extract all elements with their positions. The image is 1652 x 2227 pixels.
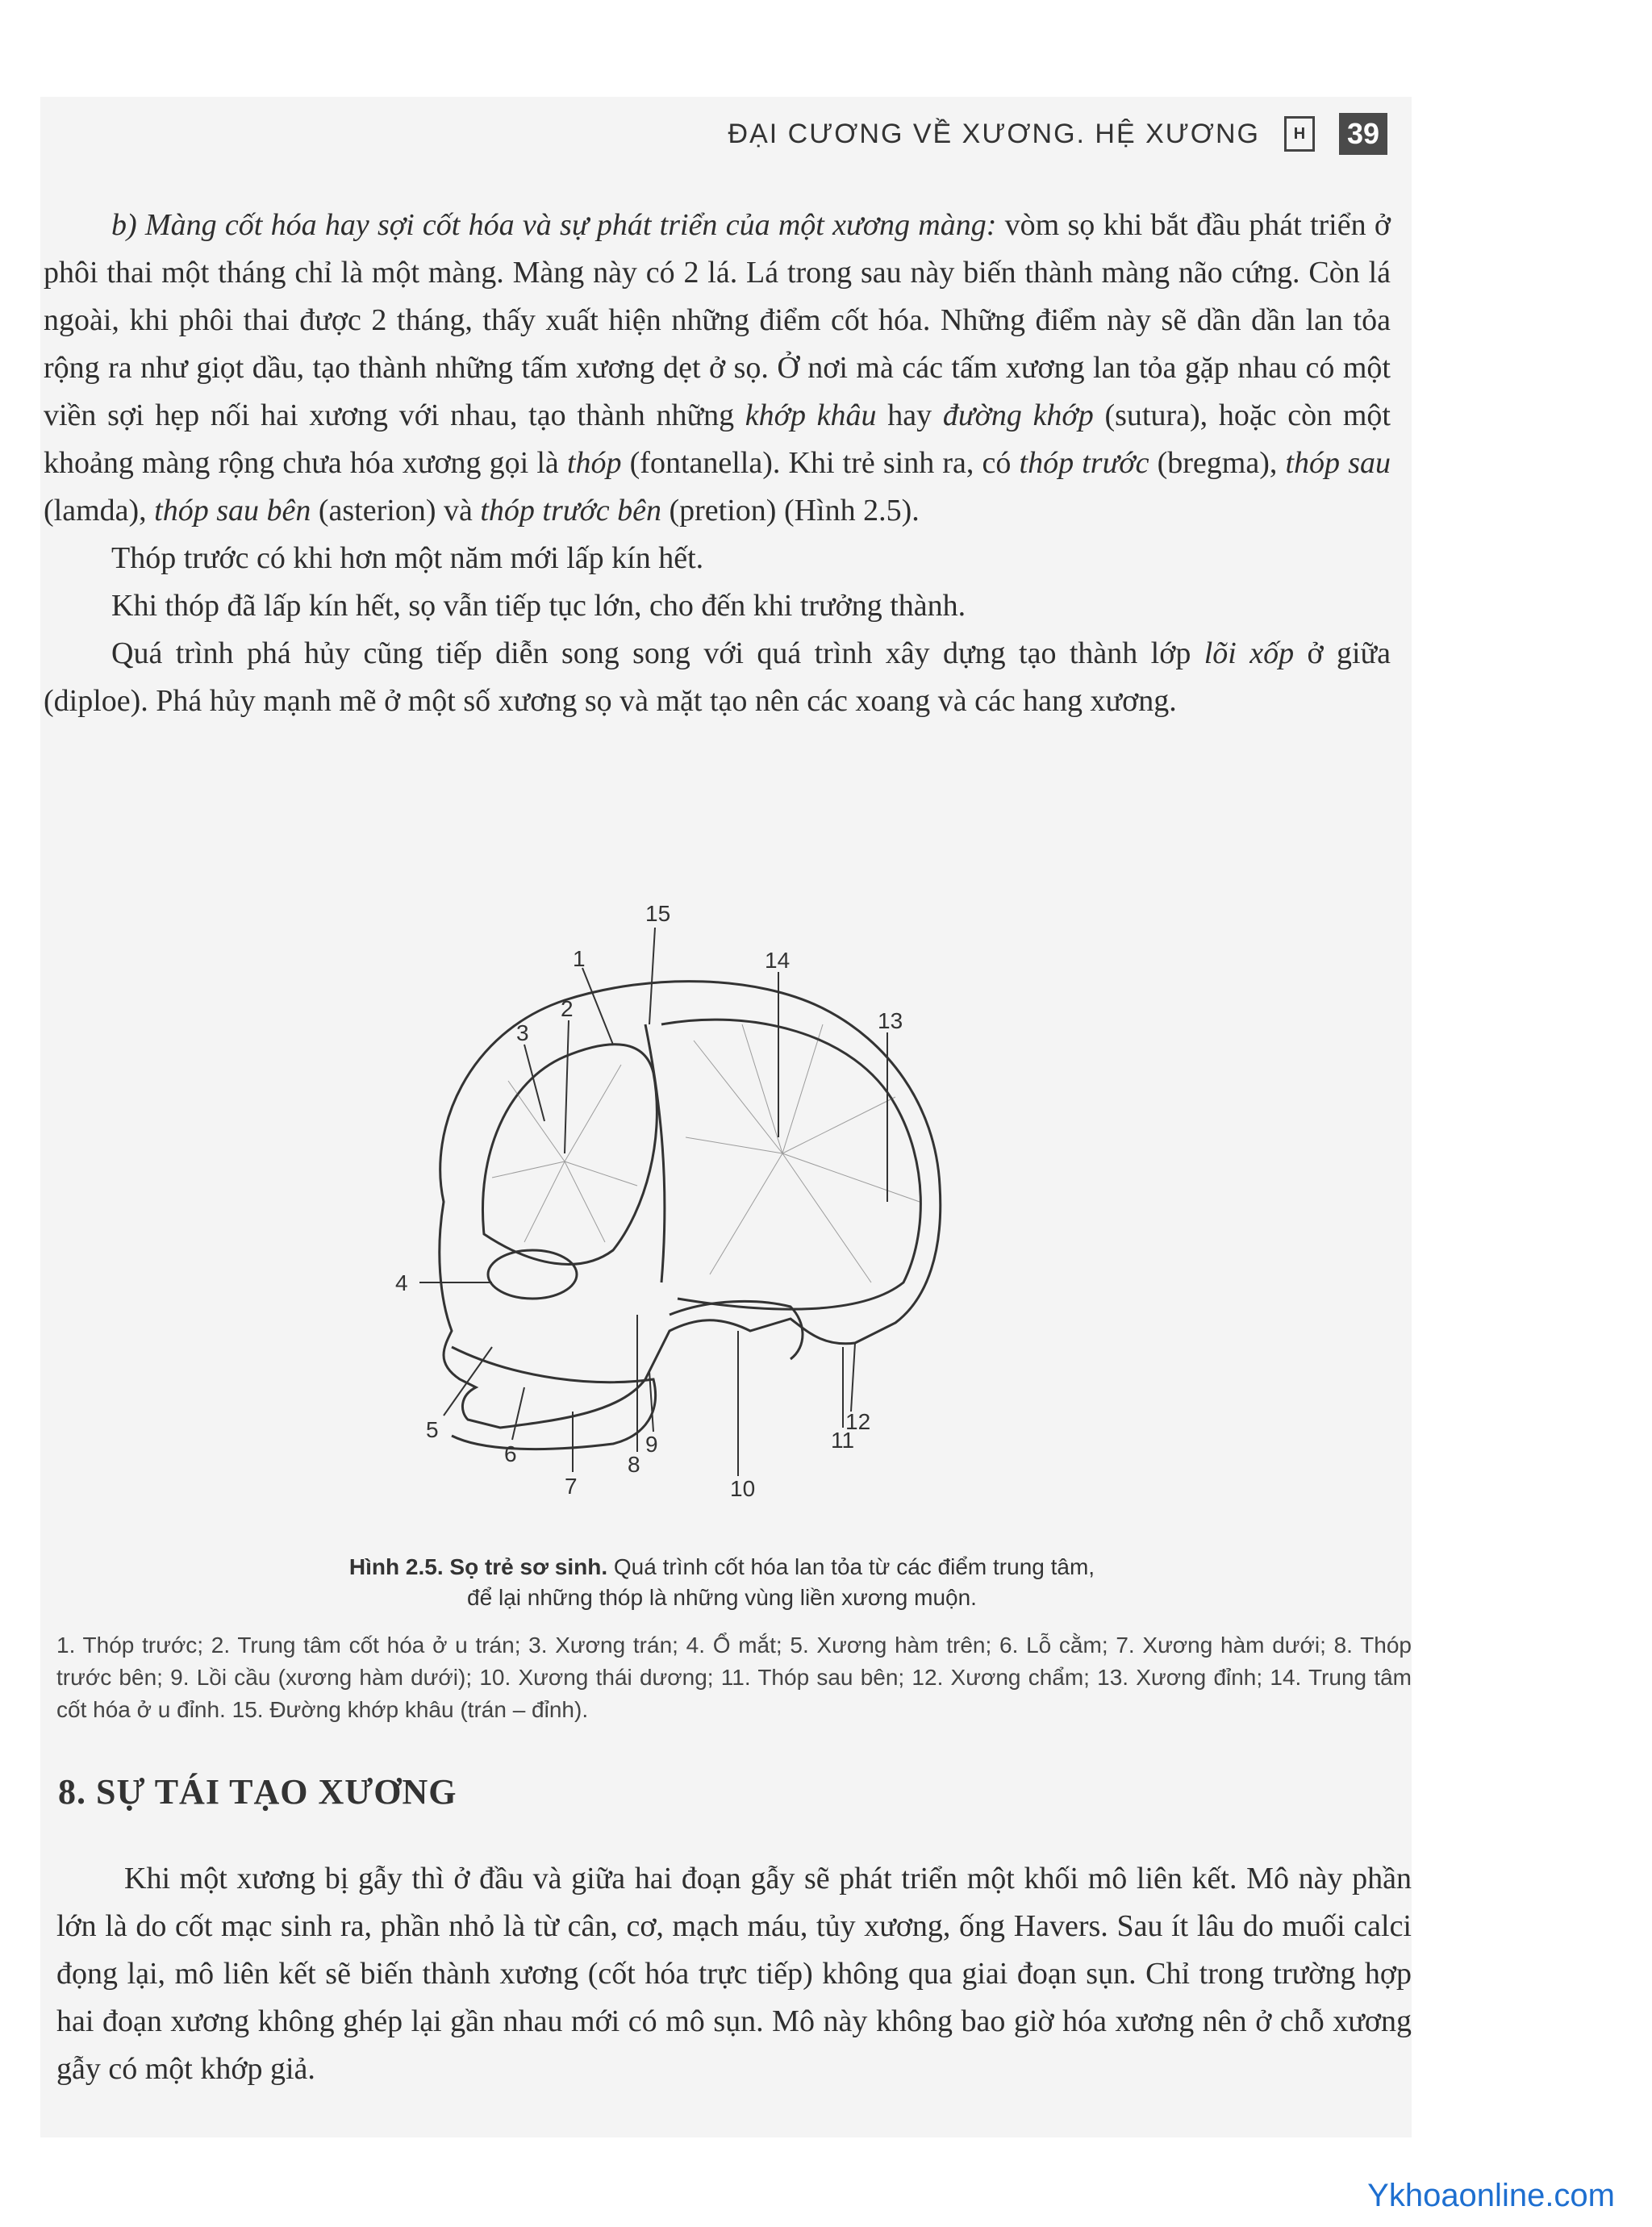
ossification-rays — [492, 1024, 920, 1282]
paragraph: Thóp trước có khi hơn một năm mới lấp kín hết. — [111, 541, 704, 575]
term: đường khớp — [942, 398, 1094, 432]
label-15: 15 — [645, 901, 671, 926]
caption-text: Quá trình cốt hóa lan tỏa từ các điểm trung tâm, — [607, 1554, 1095, 1579]
label-5: 5 — [426, 1417, 439, 1442]
frontal-bone — [482, 1045, 657, 1265]
caption-line-1 — [48, 1552, 1395, 1583]
term: thóp — [566, 446, 622, 480]
paragraph — [44, 630, 1391, 725]
subsection-title: b) Màng cốt hóa hay sợi cốt hóa và sự phát triển của một xương màng: — [111, 208, 997, 242]
term: thóp sau bên — [154, 494, 311, 528]
label-7: 7 — [565, 1474, 578, 1499]
leader-lines — [419, 928, 887, 1476]
term: khớp khâu — [745, 398, 877, 432]
paragraph: Khi một xương bị gẫy thì ở đầu và giữa hai đoạn gẫy sẽ phát triển một khối mô liên kết. Mô này phần lớn là do cốt mạc sinh ra, phần nhỏ là từ cân, cơ, mạch máu, tủy xương, ống Havers. Sau ít lâu do muối calci đọng lại, mô liên kết sẽ biến thành xương (cốt hóa trực tiếp) không qua giai đoạn sụn. Chỉ trong trường hợp hai đoạn xương không ghép lại gần nhau mới có mô sụn. Mô này không bao giờ hóa xương nên ở chỗ xương gẫy có một khớp giả. — [56, 1862, 1412, 2086]
text-run: ở giữa (diploe). Phá hủy mạnh mẽ ở một số xương sọ và mặt tạo nên các xoang và các hang xương. — [44, 636, 1391, 718]
label-12: 12 — [845, 1409, 871, 1434]
skull-outline — [440, 982, 941, 1428]
label-1: 1 — [573, 946, 586, 971]
chapter-title: ĐẠI CƯƠNG VỀ XƯƠNG. HỆ XƯƠNG — [728, 118, 1260, 149]
section-b-text — [44, 202, 1391, 725]
caption-title: Hình 2.5. Sọ trẻ sơ sinh. — [348, 1554, 608, 1579]
figure-caption — [48, 1552, 1395, 1613]
figure-legend: 1. Thóp trước; 2. Trung tâm cốt hóa ở u trán; 3. Xương trán; 4. Ổ mắt; 5. Xương hàm trên; 6. Lỗ cằm; 7. Xương hàm dưới; 8. Thóp trước bên; 9. Lồi cầu (xương hàm dưới); 10. Xương thái dương; 11. Thóp sau bên; 12. Xương chẩm; 13. Xương đỉnh; 14. Trung tâm cốt hóa ở u đỉnh. 15. Đường khớp khâu (trán – đỉnh). — [56, 1633, 1412, 1722]
running-header — [694, 110, 1387, 158]
skull-illustration — [371, 895, 1016, 1557]
label-10: 10 — [730, 1476, 756, 1501]
parietal-bone — [661, 1020, 920, 1309]
label-6: 6 — [504, 1441, 517, 1466]
coronal-suture — [645, 1024, 665, 1282]
label-13: 13 — [878, 1008, 903, 1033]
section-heading: 8. SỰ TÁI TẠO XƯƠNG — [58, 1772, 457, 1812]
section-8-text — [56, 1855, 1412, 2093]
figure-newborn-skull — [371, 895, 1016, 1557]
page-number: 39 — [1339, 113, 1387, 155]
label-4: 4 — [395, 1270, 408, 1295]
text-run: (lamda), — [44, 494, 155, 528]
paragraph — [44, 202, 1391, 535]
figure-labels — [395, 901, 903, 1501]
text-run: (pretion) (Hình 2.5). — [661, 494, 920, 528]
text-run: (asterion) và — [311, 494, 481, 528]
label-3: 3 — [516, 1020, 529, 1045]
term: thóp sau — [1285, 446, 1391, 480]
term: lõi xốp — [1204, 636, 1295, 670]
label-9: 9 — [645, 1432, 658, 1457]
label-2: 2 — [561, 996, 574, 1021]
text-run: (fontanella). Khi trẻ sinh ra, có — [621, 446, 1020, 480]
label-11: 11 — [831, 1428, 855, 1453]
paragraph: Khi thóp đã lấp kín hết, sọ vẫn tiếp tục lớn, cho đến khi trưởng thành. — [111, 589, 966, 623]
watermark: Ykhoaonline.com — [1367, 2178, 1615, 2213]
term: thóp trước — [1019, 446, 1149, 480]
text-run: (bregma), — [1149, 446, 1286, 480]
label-8: 8 — [628, 1452, 640, 1477]
text-run: (sutura), hoặc còn một khoảng màng rộng chưa hóa xương gọi là — [44, 398, 1391, 480]
text-run: Quá trình phá hủy cũng tiếp diễn song song với quá trình xây dựng tạo thành lớp — [111, 636, 1204, 670]
label-14: 14 — [765, 948, 791, 973]
text-run: hay — [876, 398, 943, 432]
text-run: vòm sọ khi bắt đầu phát triển ở phôi thai một tháng chỉ là một màng. Màng này có 2 lá. Lá trong sau này biến thành màng não cứng. Còn lá ngoài, khi phôi thai được 2 tháng, thấy xuất hiện những điểm cốt hóa. Những điểm này sẽ dần dần lan tỏa rộng ra như giọt dầu, tạo thành những tấm xương dẹt ở sọ. Ở nơi mà các tấm xương lan tỏa gặp nhau có một viền sợi hẹp nối hai xương với nhau, tạo thành những — [44, 208, 1391, 432]
publisher-logo-icon: H — [1284, 116, 1315, 152]
caption-line-2: để lại những thóp là những vùng liền xương muộn. — [467, 1585, 977, 1610]
term: thóp trước bên — [480, 494, 661, 528]
